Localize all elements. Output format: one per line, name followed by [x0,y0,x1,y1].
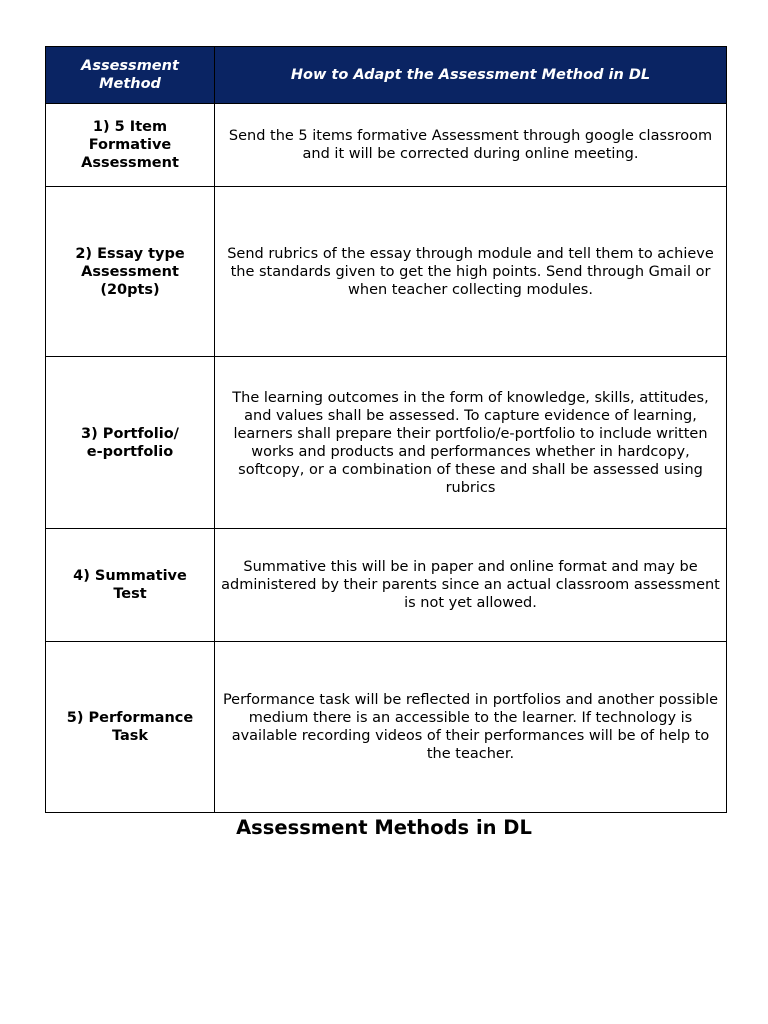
table-caption: Assessment Methods in DL [236,816,532,839]
method-cell: 5) Performance Task [46,642,215,813]
method-cell: 2) Essay type Assessment (20pts) [46,187,215,357]
table-row [46,642,727,813]
method-cell: 4) Summative Test [46,529,215,642]
adapt-cell: Summative this will be in paper and online format and may be administered by their parents since an actual classroom assessment is not yet allowed. [215,529,727,642]
adapt-cell: Send the 5 items formative Assessment through google classroom and it will be corrected during online meeting. [215,104,727,187]
header-how-to-adapt: How to Adapt the Assessment Method in DL [215,47,727,104]
table-header-row [46,47,727,104]
adapt-cell: The learning outcomes in the form of knowledge, skills, attitudes, and values shall be assessed. To capture evidence of learning, learners shall prepare their portfolio/e-portfolio to include written works and products and performances whether in hardcopy, softcopy, or a combination of these and shall be assessed using rubrics [215,357,727,529]
method-cell: 1) 5 Item Formative Assessment [46,104,215,187]
table-row [46,187,727,357]
method-cell: 3) Portfolio/ e-portfolio [46,357,215,529]
table-row [46,104,727,187]
adapt-cell: Performance task will be reflected in portfolios and another possible medium there is an accessible to the learner. If technology is available recording videos of their performances will be of help to the teacher. [215,642,727,813]
table-row [46,357,727,529]
table-row [46,529,727,642]
header-assessment-method: Assessment Method [46,47,215,104]
assessment-methods-table [45,46,727,813]
adapt-cell: Send rubrics of the essay through module and tell them to achieve the standards given to get the high points. Send through Gmail or when teacher collecting modules. [215,187,727,357]
